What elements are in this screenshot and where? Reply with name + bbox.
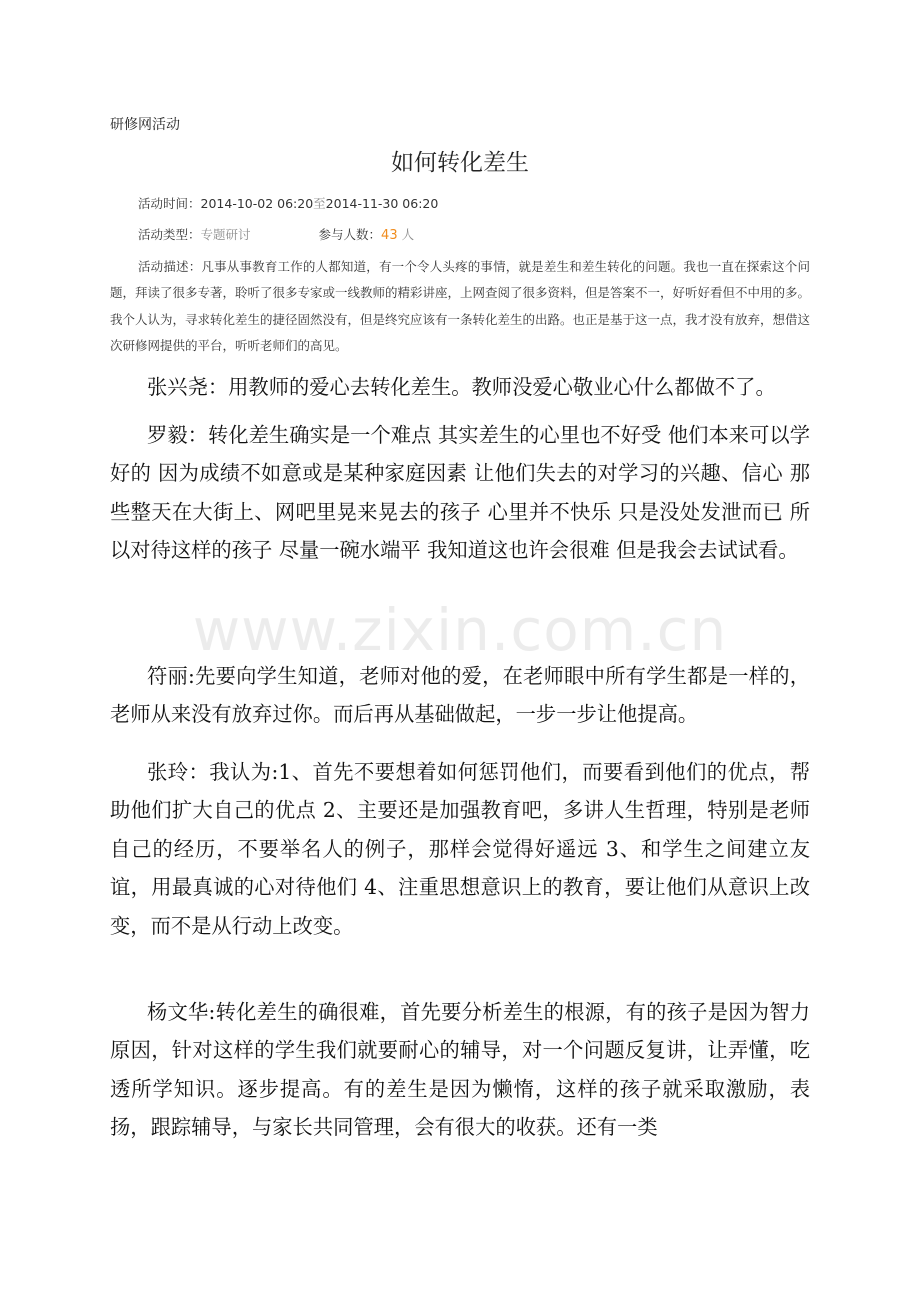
activity-time-row [138,194,438,212]
watermark: www.zixin.com.cn [192,596,728,664]
activity-desc-text: 凡事从事教育工作的人都知道，有一个令人头疼的事情，就是差生和差生转化的问题。我也一直在探索这个问题，拜读了很多专著，聆听了很多专家或一线教师的精彩讲座，上网查阅了很多资料，但是答案不一，好听好看但不中用的多。我个人认为，寻求转化差生的捷径固然没有，但是终究应该有一条转化差生的出路。也正是基于这一点，我才没有放弃，想借这次研修网提供的平台，听听老师们的高见。 [110,259,811,353]
activity-type-row [138,225,414,243]
activity-type-label: 活动类型： [138,227,201,242]
participants-label: 参与人数： [318,227,382,242]
comment-paragraph: 张玲：我认为:1、首先不要想着如何惩罚他们，而要看到他们的优点，帮助他们扩大自己的优点 2、主要还是加强教育吧，多讲人生哲理，特别是老师自己的经历，不要举名人的例子，那样会觉得好遥远 3、和学生之间建立友谊，用最真诚的心对待他们 4、注重思想意识上的教育，要让他们从意识上改变，而不是从行动上改变。 [110,760,810,938]
activity-time-end: 2014-11-30 06:20 [325,196,439,211]
page-title: 如何转化差生 [391,150,529,176]
activity-time-start: 2014-10-02 06:20 [200,196,314,211]
comment-paragraph: 张兴尧：用教师的爱心去转化差生。教师没爱心敬业心什么都做不了。 [147,375,776,399]
participants-count: 43 [381,228,398,243]
comment-paragraph: 符丽:先要向学生知道，老师对他的爱，在老师眼中所有学生都是一样的，老师从来没有放弃过你。而后再从基础做起，一步一步让他提高。 [110,664,810,727]
activity-desc-label: 活动描述： [138,259,202,274]
participants-unit: 人 [401,227,415,242]
activity-time-label: 活动时间： [138,196,201,211]
site-name: 研修网活动 [110,117,180,133]
activity-time-to: 至 [313,196,326,211]
activity-type-value: 专题研讨 [200,227,251,242]
comment-paragraph: 杨文华:转化差生的确很难，首先要分析差生的根源，有的孩子是因为智力原因，针对这样的学生我们就要耐心的辅导，对一个问题反复讲，让弄懂，吃透所学知识。逐步提高。有的差生是因为懒惰，这样的孩子就采取激励，表扬，跟踪辅导，与家长共同管理，会有很大的收获。还有一类 [110,1000,810,1140]
comment-paragraph: 罗毅：转化差生确实是一个难点 其实差生的心里也不好受 他们本来可以学好的 因为成绩不如意或是某种家庭因素 让他们失去的对学习的兴趣、信心 那些整天在大街上、网吧里晃来晃去的孩子 心里并不快乐 只是没处发泄而已 所以对待这样的孩子 尽量一碗水端平 我知道这也许会很难 但是我会去试试看。 [110,423,810,563]
activity-description [110,254,810,359]
